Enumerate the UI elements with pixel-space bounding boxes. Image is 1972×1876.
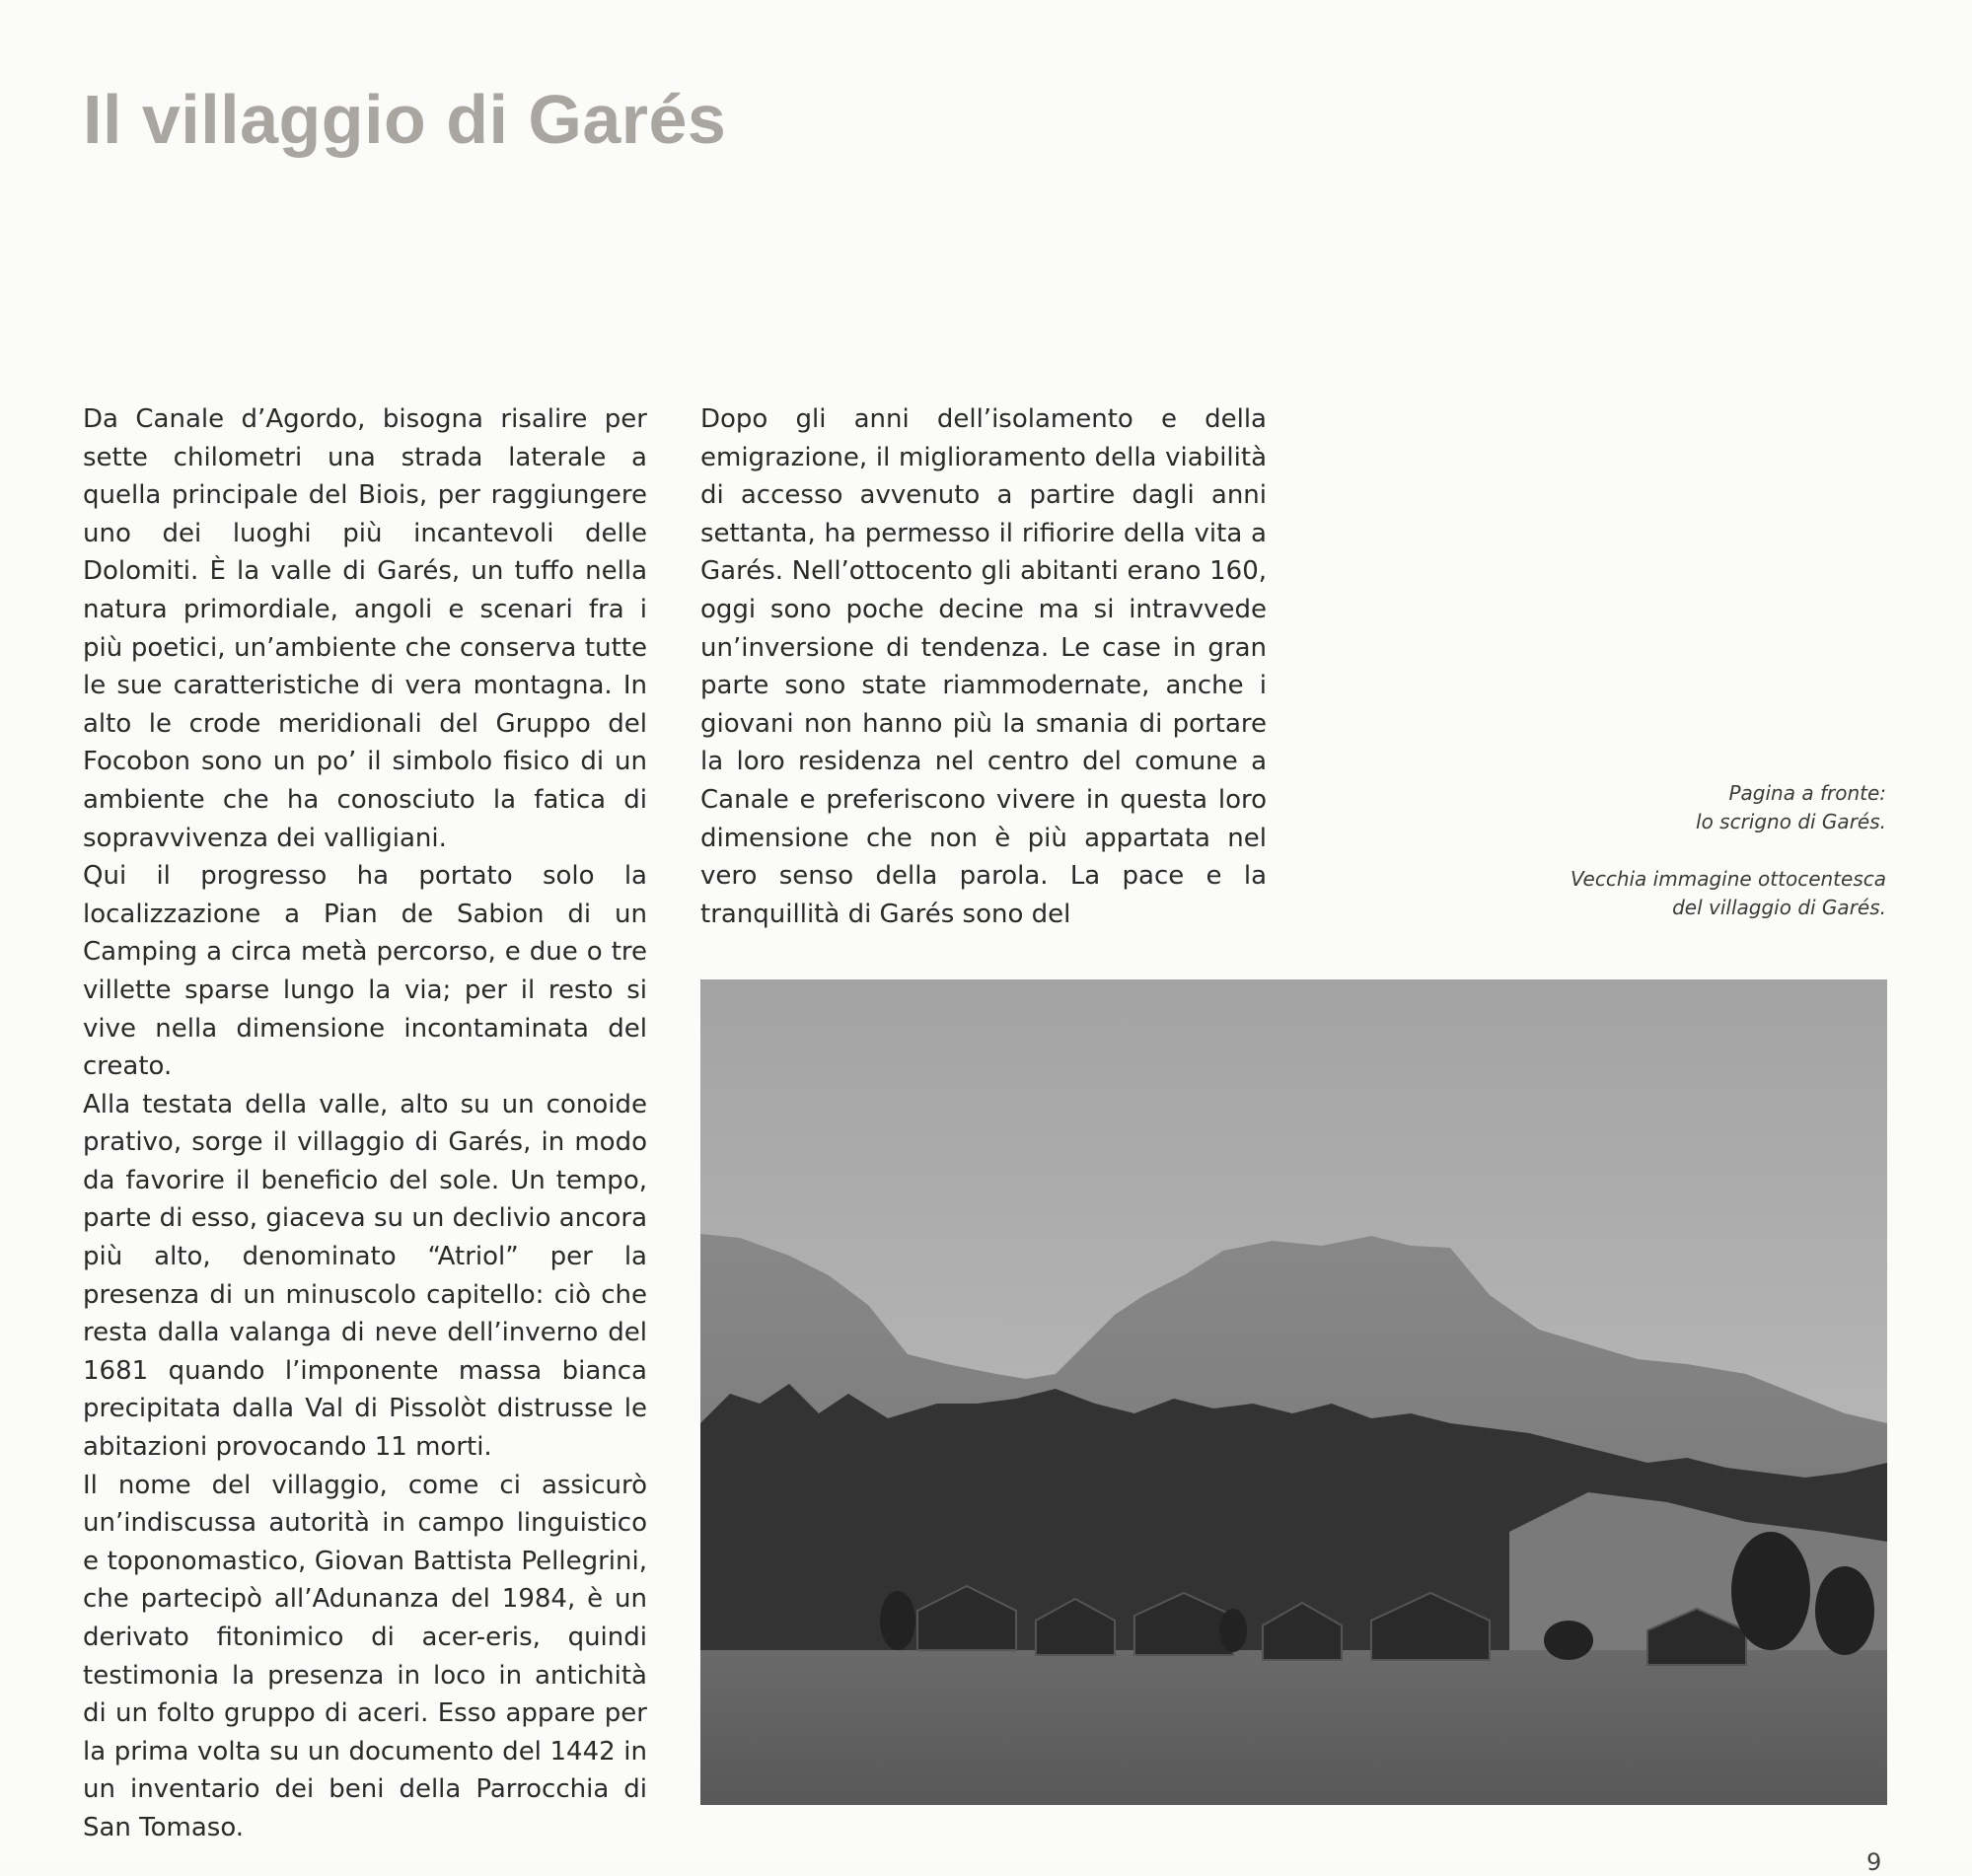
caption-photo-line: del villaggio di Garés. (1672, 896, 1886, 919)
right-text-column (700, 400, 1267, 933)
paragraph: Qui il progresso ha portato solo la localizzazione a Pian de Sabion di un Camping a circa metà percorso, e due o tre villette sparse lungo la via; per il resto si vive nella dimensione incontaminata del creato. (83, 861, 647, 1082)
caption-photo-line: Vecchia immagine ottocentesca (1570, 867, 1886, 891)
paragraph: Da Canale d’Agordo, bisogna risalire per sette chilometri una strada laterale a quella principale del Biois, per raggiungere uno dei luoghi più incantevoli delle Dolomiti. È la valle di Garés, un tuffo nella natura primordiale, angoli e scenari fra i più poetici, un’ambiente che conserva tutte le sue caratteristiche di vera montagna. In alto le crode meridionali del Gruppo del Focobon sono un po’ il simbolo fisico di un ambiente che ha conosciuto la fatica di sopravvivenza dei valligiani. (83, 404, 647, 853)
paragraph: Il nome del villaggio, come ci assicurò un’indiscussa autorità in campo linguistico e toponomastico, Giovan Battista Pellegrini, che partecipò all’Adunanza del 1984, è un derivato fitonimico di acer-eris, quindi testimonia la presenza in loco in antichità di un folto gruppo di aceri. Esso appare per la prima volta su un documento del 1442 in un inventario dei beni della Parrocchia di San Tomaso. (83, 1470, 647, 1842)
meadow (700, 1650, 1887, 1805)
village-photo (700, 979, 1887, 1805)
page-title: Il villaggio di Garés (83, 81, 727, 158)
paragraph: Dopo gli anni dell’isolamento e della emigrazione, il miglioramento della viabilità di accesso avvenuto a partire dagli anni settanta, ha permesso il rifiorire della vita a Garés. Nell’ottocento gli abitanti erano 160, oggi sono poche decine ma si intravvede un’inversione di tendenza. Le case in gran parte sono state riammodernate, anche i giovani non hanno più la smania di portare la loro residenza nel centro del comune a Canale e preferiscono vivere in questa loro dimensione che non è più appartata nel vero senso della parola. La pace e la tranquillità di Garés sono del (700, 404, 1267, 929)
left-text-column (83, 400, 647, 1847)
caption-facing-page-label: Pagina a fronte: (1728, 781, 1886, 805)
paragraph: Alla testata della valle, alto su un conoide prativo, sorge il villaggio di Garés, in modo da favorire il beneficio del sole. Un tempo, parte di esso, giaceva su un declivio ancora più alto, denominato “Atriol” per la presenza di un minuscolo capitello: ciò che resta dalla valanga di neve dell’inverno del 1681 quando l’imponente massa bianca precipitata dalla Val di Pissolòt distrusse le abitazioni provocando 11 morti. (83, 1089, 647, 1463)
caption-facing-page-text: lo scrigno di Garés. (1696, 810, 1886, 833)
village-photo-illustration (700, 979, 1887, 1805)
page-number: 9 (1866, 1848, 1882, 1876)
photo-captions (1519, 779, 1886, 922)
